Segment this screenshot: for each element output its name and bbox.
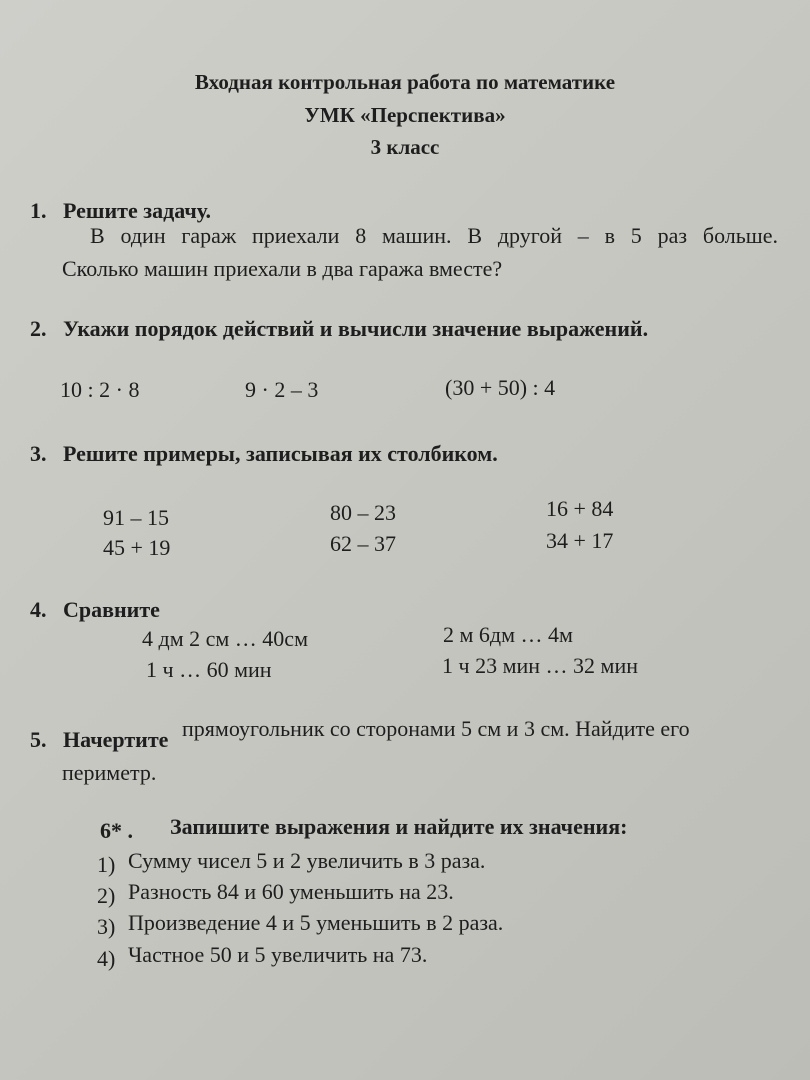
- task1-text-line1: В один гараж приехали 8 машин. В другой – в 5 раз больше.: [90, 223, 778, 248]
- task3-number: 3.: [30, 441, 47, 466]
- title-line3: 3 класс: [370, 135, 440, 159]
- task6-item-text: Частное 50 и 5 увеличить на 73.: [128, 942, 428, 967]
- task2-expression: 10 : 2 · 8: [60, 377, 140, 402]
- task3-example: 45 + 19: [103, 535, 171, 560]
- task3-example: 62 – 37: [330, 531, 396, 556]
- task3-heading: Решите примеры, записывая их столбиком.: [63, 441, 498, 466]
- task1-number: 1.: [30, 198, 47, 223]
- task2-expression: (30 + 50) : 4: [445, 375, 556, 400]
- task1-text-line2: Сколько машин приехали в два гаража вместе?: [62, 256, 503, 281]
- task6-item-number: 2): [97, 883, 116, 908]
- task6-item-number: 3): [97, 914, 116, 939]
- task5-text-line1: прямоугольник со сторонами 5 см и 3 см. Найдите его: [182, 716, 690, 741]
- task6-item-text: Сумму чисел 5 и 2 увеличить в 3 раза.: [128, 848, 486, 873]
- task4-comparison: 2 м 6дм … 4м: [443, 622, 573, 647]
- title-line2: УМК «Перспектива»: [304, 103, 506, 127]
- task4-comparison: 1 ч … 60 мин: [146, 657, 272, 682]
- task4-number: 4.: [30, 597, 47, 622]
- task6-item-number: 4): [97, 946, 116, 971]
- task4-heading: Сравните: [63, 597, 160, 622]
- task3-example: 91 – 15: [103, 505, 169, 530]
- task5-heading: Начертите: [63, 727, 169, 752]
- task6-number: 6* .: [100, 818, 133, 843]
- task3-example: 16 + 84: [546, 496, 614, 521]
- task1-heading: Решите задачу.: [63, 198, 212, 223]
- task6-heading: Запишите выражения и найдите их значения:: [170, 814, 628, 839]
- task6-item-text: Разность 84 и 60 уменьшить на 23.: [128, 879, 454, 904]
- task5-number: 5.: [30, 727, 47, 752]
- task4-comparison: 4 дм 2 см … 40см: [142, 626, 308, 651]
- title-line1: Входная контрольная работа по математике: [194, 70, 616, 94]
- task5-text-line2: периметр.: [62, 760, 157, 785]
- task3-example: 34 + 17: [546, 528, 614, 553]
- task2-expression: 9 · 2 – 3: [245, 377, 319, 402]
- task6-item-number: 1): [97, 852, 116, 877]
- task2-heading: Укажи порядок действий и вычисли значение выражений.: [63, 316, 649, 341]
- task3-example: 80 – 23: [330, 500, 396, 525]
- task4-comparison: 1 ч 23 мин … 32 мин: [442, 653, 639, 678]
- task2-number: 2.: [30, 316, 47, 341]
- task6-item-text: Произведение 4 и 5 уменьшить в 2 раза.: [128, 910, 504, 935]
